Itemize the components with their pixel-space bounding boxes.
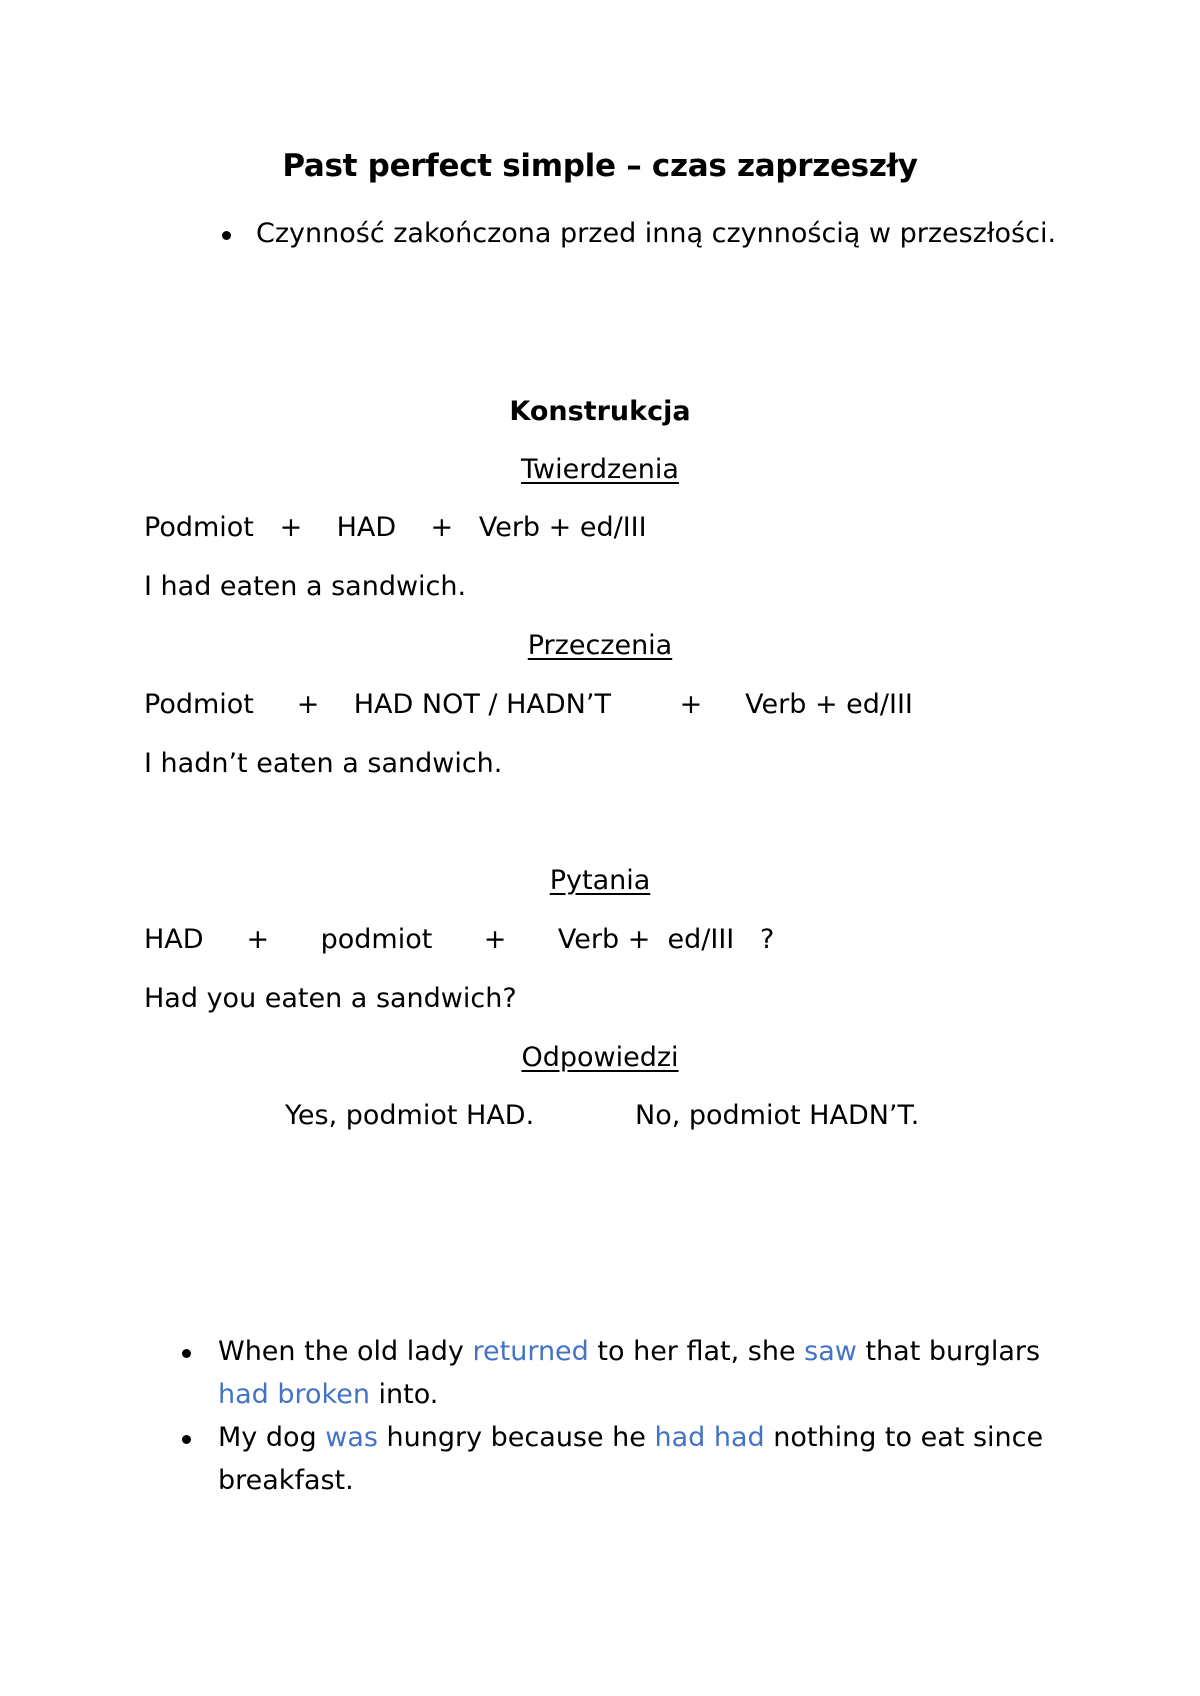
negative-example: I hadn’t eaten a sandwich. — [144, 748, 503, 779]
answers-heading: Odpowiedzi — [521, 1042, 679, 1073]
question-formula: HAD + podmiot + Verb + ed/III ? — [144, 924, 775, 955]
example-bullet-dot — [182, 1435, 191, 1444]
example-sentence-line — [218, 1420, 1043, 1456]
answer-yes: Yes, podmiot HAD. — [285, 1100, 535, 1131]
sentence-text: When the old lady — [218, 1336, 473, 1367]
highlighted-verb: was — [325, 1422, 378, 1453]
sentence-text: nothing to eat since — [764, 1422, 1044, 1453]
affirmative-example: I had eaten a sandwich. — [144, 571, 467, 602]
affirmative-formula: Podmiot + HAD + Verb + ed/III — [144, 512, 647, 543]
example-bullet-dot — [182, 1349, 191, 1358]
highlighted-verb: had broken — [218, 1379, 370, 1410]
sentence-text: breakfast. — [218, 1465, 354, 1496]
sentence-text: that burglars — [856, 1336, 1041, 1367]
highlighted-verb: returned — [472, 1336, 589, 1367]
bullet-dot — [222, 231, 231, 240]
sentence-text: My dog — [218, 1422, 326, 1453]
highlighted-verb: had had — [654, 1422, 765, 1453]
negative-formula: Podmiot + HAD NOT / HADN’T + Verb + ed/III — [144, 689, 913, 720]
answer-no: No, podmiot HADN’T. — [635, 1100, 920, 1131]
sentence-text: hungry because he — [377, 1422, 655, 1453]
page-title: Past perfect simple – czas zaprzeszły — [282, 148, 918, 184]
construction-heading: Konstrukcja — [509, 396, 691, 427]
question-example: Had you eaten a sandwich? — [144, 983, 517, 1014]
intro-bullet-text: Czynność zakończona przed inną czynnością w przeszłości. — [256, 218, 1057, 249]
example-sentence-line — [218, 1334, 1040, 1370]
negative-heading: Przeczenia — [527, 630, 673, 661]
example-sentence-line — [218, 1377, 438, 1413]
affirmative-heading: Twierdzenia — [521, 454, 679, 485]
sentence-text: into. — [369, 1379, 439, 1410]
question-heading: Pytania — [549, 865, 651, 896]
example-sentence-line — [218, 1463, 354, 1499]
highlighted-verb: saw — [804, 1336, 857, 1367]
sentence-text: to her flat, she — [588, 1336, 805, 1367]
